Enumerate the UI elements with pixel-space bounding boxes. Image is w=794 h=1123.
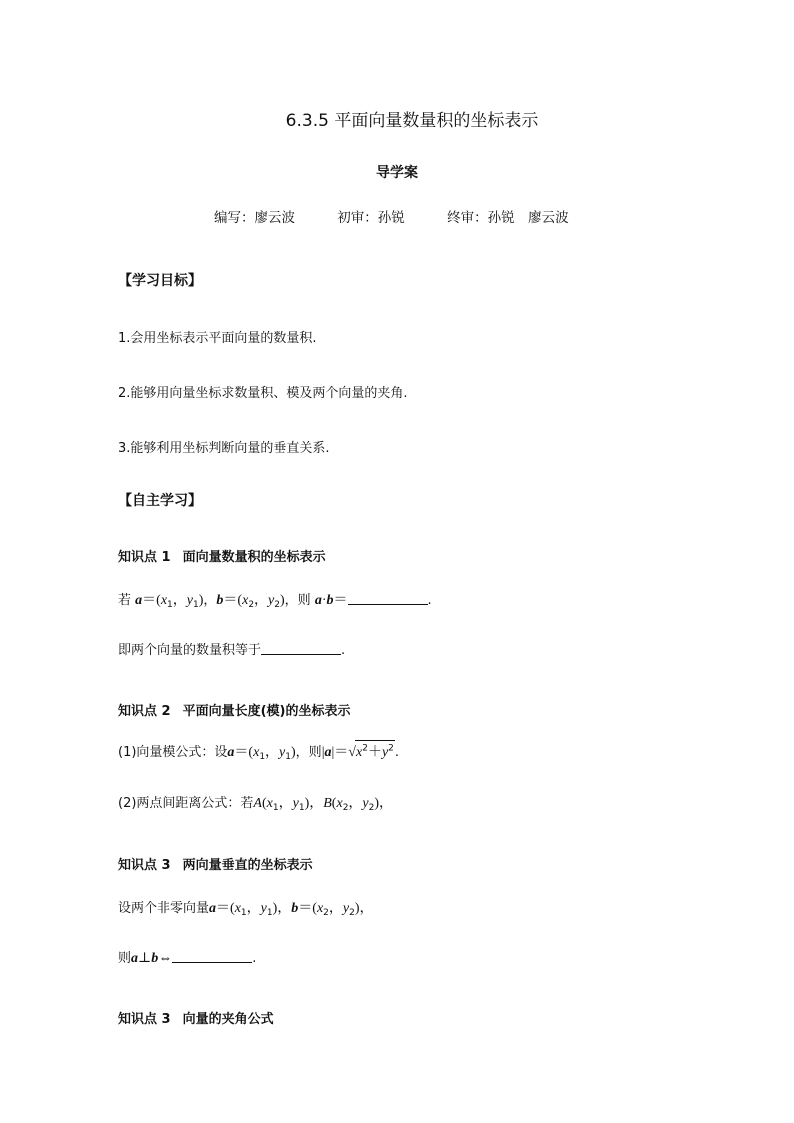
objective-item: 1.会用坐标表示平面向量的数量积. <box>118 331 317 346</box>
knowledge-point-3-title <box>118 854 313 873</box>
kp-label: 知识点 3 <box>118 858 171 873</box>
first-review-credit: 初审：孙锐 <box>337 210 405 226</box>
kp3-vectors-line: 设两个非零向量$a=(x_1$，$y_1$)，$b=(x_2$，$y_2$)， <box>118 901 374 918</box>
editor-credit: 编写：廖云波 <box>214 210 295 226</box>
kp-name: 向量的夹角公式 <box>182 1012 274 1027</box>
kp1-description-line: 即两个向量的数量积等于 . <box>118 643 346 658</box>
objective-item: 2.能够用向量坐标求数量积、模及两个向量的夹角. <box>118 386 408 401</box>
kp-name: 面向量数量积的坐标表示 <box>182 550 326 565</box>
knowledge-point-4-title <box>118 1008 274 1027</box>
page-title: 6.3.5 平面向量数量积的坐标表示 <box>285 111 539 131</box>
final-review-credit: 终审：孙锐 廖云波 <box>447 210 569 226</box>
answer-blank[interactable] <box>348 592 428 605</box>
kp-label: 知识点 2 <box>118 704 171 719</box>
kp-name: 平面向量长度(模)的坐标表示 <box>182 704 351 719</box>
kp1-formula-line: 若 $a=(x_1$，$y_1$)，$b=(x_2$，$y_2$)，则 a·b＝ . <box>118 593 432 610</box>
answer-blank[interactable] <box>261 642 341 655</box>
kp2-distance-line: (2)两点间距离公式：若$A(x_1$，$y_1$)，$B(x_2$，$y_2$)， <box>118 796 394 813</box>
kp3-perpendicular-line: 则a⊥b⇔ . <box>118 951 257 966</box>
authors-line <box>214 206 569 226</box>
knowledge-point-2-title <box>118 700 350 719</box>
knowledge-point-1-title <box>118 546 326 565</box>
page-subtitle: 导学案 <box>376 165 418 181</box>
objectives-heading: 【学习目标】 <box>118 273 202 289</box>
kp-label: 知识点 1 <box>118 550 171 565</box>
kp2-magnitude-line: (1)向量模公式：设$a=(x_1$，$y_1$)，则$|a|=√x^2+y^2$. <box>118 740 399 762</box>
answer-blank[interactable] <box>172 950 252 963</box>
self-study-heading: 【自主学习】 <box>118 493 202 509</box>
kp-name: 两向量垂直的坐标表示 <box>182 858 313 873</box>
objective-item: 3.能够利用坐标判断向量的垂直关系. <box>118 441 330 456</box>
kp-label: 知识点 3 <box>118 1012 171 1027</box>
